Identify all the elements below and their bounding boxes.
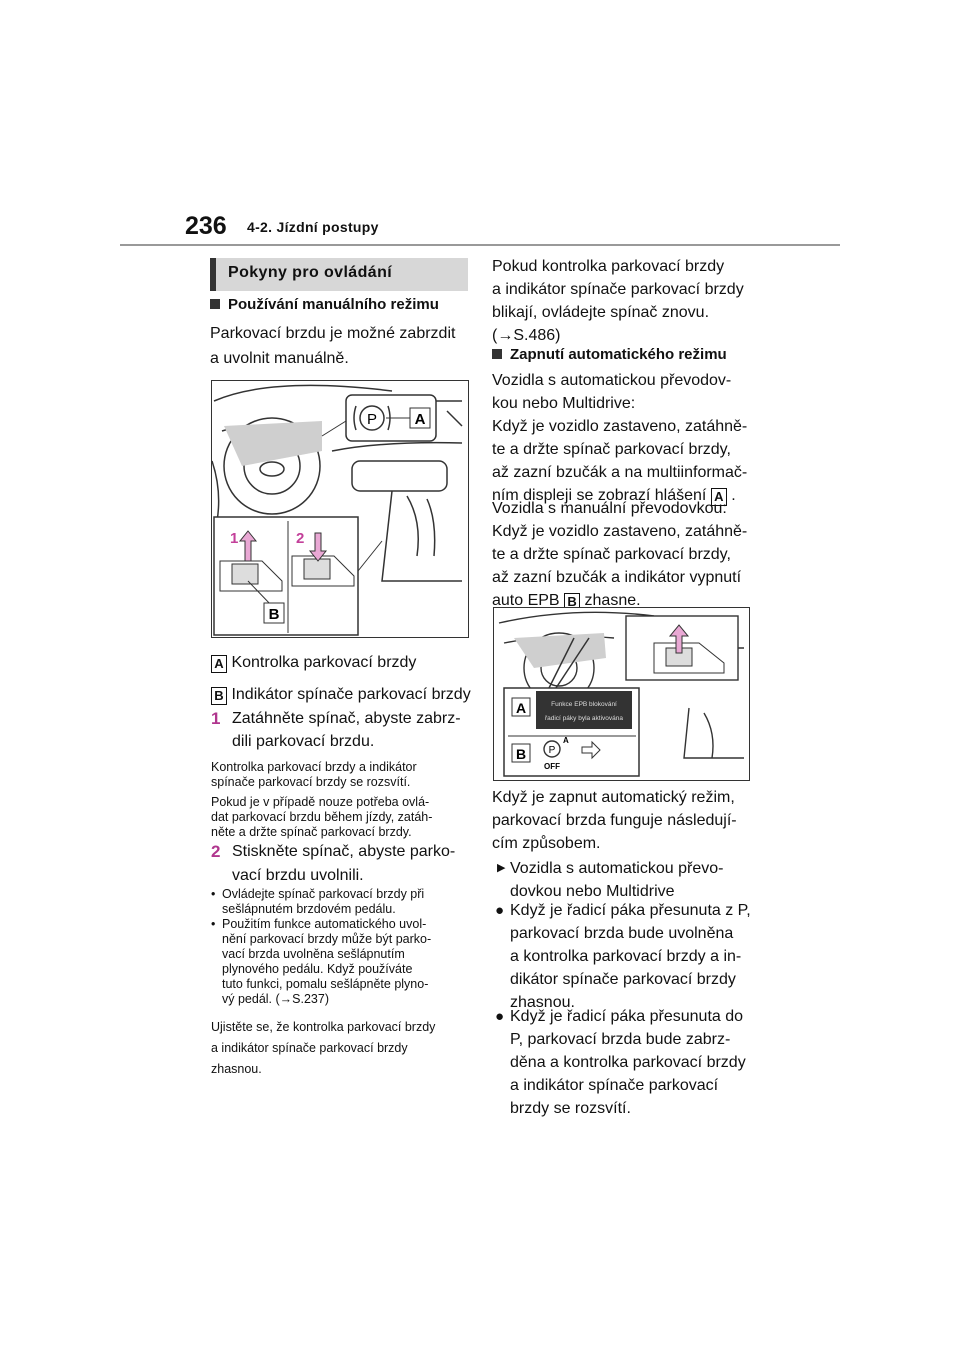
section-heading: Pokyny pro ovládání bbox=[228, 264, 393, 281]
page-number: 236 bbox=[185, 212, 227, 240]
step-2: 2 Stiskněte spínač, abyste parko- vací brzdu uvolnili. bbox=[211, 842, 456, 884]
ending-note: Ujistěte se, že kontrolka parkovací brzdy a indikátor spínače parkovací brzdy zhasnou. bbox=[211, 1020, 436, 1076]
multi-info-display bbox=[536, 691, 632, 729]
svg-text:OFF: OFF bbox=[544, 762, 560, 771]
svg-text:A: A bbox=[414, 411, 426, 428]
bullet-list bbox=[211, 887, 469, 1007]
svg-text:B: B bbox=[268, 606, 280, 623]
bullet-dot-icon: ● bbox=[495, 1008, 505, 1025]
svg-text:A: A bbox=[515, 700, 527, 716]
note-lights-on: Kontrolka parkovací brzdy a indikátor spínače parkovací brzdy se rozsvítí. bbox=[211, 760, 417, 789]
bullet-item: • Ovládejte spínač parkovací brzdy při sešlápnutém brzdovém pedálu. bbox=[211, 887, 425, 916]
step-1: 1 Zatáhněte spínač, abyste zabrz- dili parkovací brzdu. bbox=[211, 709, 461, 750]
svg-text:B: B bbox=[515, 746, 527, 762]
svg-text:Funkce EPB blokování: Funkce EPB blokování bbox=[551, 701, 617, 708]
bullet-item: • Použitím funkce automatického uvol- nění parkovací brzdy může být parko- vací brzda uvolněna sešlápnutím plynového pedálu. Když používáte tuto funkci, pomalu sešlápněte plyno- vý pedál. (→S.237) bbox=[211, 917, 432, 1006]
figure-auto-mode bbox=[493, 607, 750, 781]
triangle-icon: ▶ bbox=[497, 862, 506, 874]
blink-note: Pokud kontrolka parkovací brzdy a indikátor spínače parkovací brzdy blikají, ovládejte spínač znovu. (→S.486) bbox=[492, 258, 744, 344]
auto-mode-intro: Když je zapnut automatický režim, parkovací brzda funguje následují- cím způsobem. bbox=[492, 789, 737, 852]
dot-item-2: ● Když je řadicí páka přesunuta do P, parkovací brzda bude zabrz- děna a kontrolka parkovací brzdy a indikátor spínače parkovací brzdy se rozsvítí. bbox=[492, 1005, 746, 1120]
chapter-title: 4-2. Jízdní postupy bbox=[247, 219, 379, 235]
bullet-dot-icon: ● bbox=[495, 902, 505, 919]
subheading-auto: Zapnutí automatického režimu bbox=[492, 346, 727, 363]
intro-text: Parkovací brzdu je možné zabrzdit a uvolnit manuálně. bbox=[210, 325, 456, 367]
subheading-manual: Používání manuálního režimu bbox=[210, 296, 439, 313]
auto-manual-text: Vozidla s manuální převodovkou: Když je vozidlo zastaveno, zatáhně- te a držte spínač parkovací brzdy, až zazní bzučák a indikátor vypnutí auto EPB B zhasne. bbox=[492, 500, 748, 609]
svg-text:P: P bbox=[548, 745, 556, 756]
figure-parking-brake-switch bbox=[211, 380, 469, 638]
svg-text:řadicí páky byla aktivována: řadicí páky byla aktivována bbox=[544, 715, 624, 722]
triangle-item: ▶ Vozidla s automatickou převo- dovkou nebo Multidrive bbox=[492, 857, 723, 903]
svg-text:1: 1 bbox=[230, 530, 239, 547]
dot-item-1: ● Když je řadicí páka přesunuta z P, parkovací brzda bude uvolněna a kontrolka parkovací brzdy a in- dikátor spínače parkovací brzdy zhasnou. bbox=[492, 899, 751, 1014]
legend-a: A Kontrolka parkovací brzdy bbox=[211, 651, 416, 674]
legend-b: B Indikátor spínače parkovací brzdy bbox=[211, 683, 471, 706]
svg-text:A: A bbox=[563, 736, 569, 745]
auto-automatic-text: Vozidla s automatickou převodov- kou nebo Multidrive: Když je vozidlo zastaveno, zatáhně- te a držte spínač parkovací brzdy, až zazní bzučák a na multiinformač- ním displeji se zobrazí hlášení A . bbox=[492, 372, 748, 504]
svg-text:P: P bbox=[366, 411, 378, 428]
parking-indicator-icon bbox=[346, 395, 436, 441]
header-rule bbox=[120, 244, 840, 246]
svg-text:2: 2 bbox=[296, 530, 305, 547]
section-heading-box bbox=[210, 258, 468, 291]
note-emergency: Pokud je v případě nouze potřeba ovlá- dat parkovací brzdu během jízdy, zatáh- něte a držte spínač parkovací brzdy. bbox=[211, 795, 433, 839]
